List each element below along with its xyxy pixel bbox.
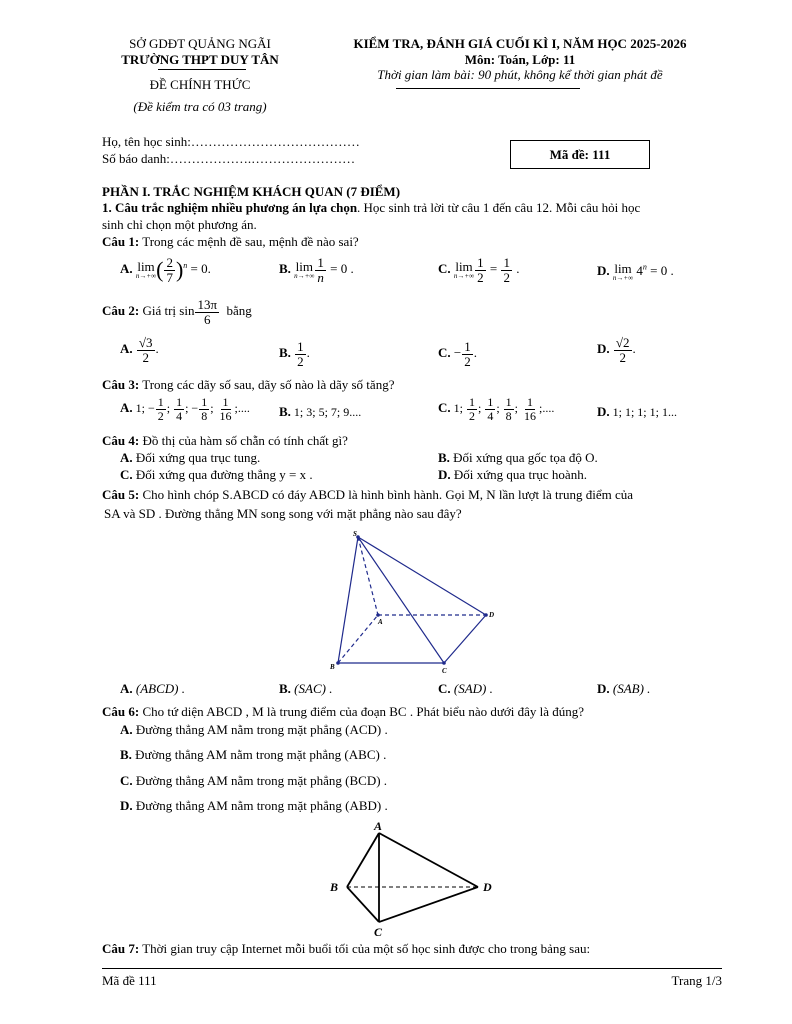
- q6-label: Câu 6:: [102, 704, 140, 719]
- q7-label: Câu 7:: [102, 941, 140, 956]
- tet-label-c: C: [374, 925, 383, 939]
- q3-label: Câu 3:: [102, 377, 140, 392]
- q3-b-text: 1; 3; 5; 7; 9....: [293, 405, 362, 419]
- q3-a-letter: A.: [120, 399, 133, 415]
- q4-a-letter: A.: [120, 450, 133, 465]
- q3-d-letter: D.: [597, 404, 610, 419]
- q6-d-letter: D.: [120, 798, 133, 813]
- q4-d-text: Đối xứng qua trục hoành.: [453, 467, 587, 482]
- exam-code-box: [510, 140, 650, 169]
- q1-option-d: D. lim n→+∞ $4^n = 0$ .: [597, 261, 674, 282]
- part1-intro-bold: 1. Câu trắc nghiệm nhiều phương án lựa chọn: [102, 200, 358, 215]
- part1-intro: [102, 200, 640, 216]
- q3-c-letter: C.: [438, 399, 451, 415]
- q1-option-c: C. lim n→+∞ $\frac{1}{2}$ = $\frac{1}{2}$ .: [438, 255, 520, 285]
- q3-option-a: A. 1; − $\frac{1}{2}$ ; $\frac{1}{4}$ ; − $\frac{1}{8}$ ; $\frac{1}{16}$ ;....: [120, 395, 250, 423]
- q5-option-d: [597, 681, 650, 697]
- q5-d-letter: D.: [597, 681, 610, 696]
- q6-a-text: Đường thẳng AM nằm trong mặt phẳng (ACD) .: [135, 722, 388, 737]
- footer-page: Trang 1/3: [671, 973, 722, 988]
- q2-b-letter: B.: [279, 345, 291, 361]
- label-d: D: [489, 611, 495, 619]
- q4-stem: [102, 433, 348, 449]
- q5-a-letter: A.: [120, 681, 133, 696]
- q4-b-letter: B.: [438, 450, 450, 465]
- q3-option-d: [597, 404, 677, 420]
- edge-bc: [347, 887, 379, 922]
- q6-option-a: [120, 722, 388, 738]
- tet-label-d: D: [483, 880, 492, 894]
- q4-option-b: [438, 450, 598, 466]
- q2-stem: Câu 2: Giá trị sin $\frac{13\pi}{6}$ bằng: [102, 297, 252, 327]
- footer-rule: [102, 968, 722, 969]
- q7-text: Thời gian truy cập Internet mỗi buổi tối của một số học sinh được cho trong bảng sau:: [142, 941, 591, 956]
- q4-d-letter: D.: [438, 467, 451, 482]
- q3-b-letter: B.: [279, 404, 291, 419]
- label-b: B: [330, 663, 335, 671]
- q5-option-c: [438, 681, 493, 697]
- student-name-field: Họ, tên học sinh:…………………………………: [102, 134, 360, 149]
- q4-label: Câu 4:: [102, 433, 140, 448]
- q3-d-text: 1; 1; 1; 1; 1...: [612, 405, 677, 419]
- q2-text-b: bằng: [226, 303, 252, 319]
- q5-stem-line2: SA và SD . Đường thẳng MN song song với mặt phẳng nào sau đây?: [104, 506, 462, 521]
- q5-c-letter: C.: [438, 681, 451, 696]
- part1-title: PHẦN I. TRẮC NGHIỆM KHÁCH QUAN (7 ĐIỂM): [102, 184, 401, 199]
- q6-stem: [102, 704, 584, 720]
- q6-b-letter: B.: [120, 747, 132, 762]
- edge-ab: [347, 833, 379, 887]
- q4-b-text: Đối xứng qua gốc tọa độ O.: [453, 450, 598, 465]
- exam-time: Thời gian làm bài: 90 phút, không kể thời gian phát đề: [377, 67, 663, 82]
- q6-option-d: [120, 798, 388, 814]
- q6-a-letter: A.: [120, 722, 133, 737]
- q5-b-letter: B.: [279, 681, 291, 696]
- q6-c-text: Đường thẳng AM nằm trong mặt phẳng (BCD) .: [135, 773, 388, 788]
- tet-label-b: B: [330, 880, 339, 894]
- footer-code: Mã đề 111: [102, 973, 157, 988]
- q2-d-letter: D.: [597, 341, 610, 357]
- q6-d-text: Đường thẳng AM nằm trong mặt phẳng (ABD) .: [135, 798, 388, 813]
- q3-option-b: [279, 404, 361, 420]
- edge-sb: [338, 537, 358, 663]
- q4-option-c: [120, 467, 313, 483]
- edge-ad: [379, 833, 478, 887]
- q4-text: Đồ thị của hàm số chẵn có tính chất gì?: [142, 433, 348, 448]
- q2-option-b: B. $\frac{1}{2}$ .: [279, 339, 310, 369]
- edge-sc: [358, 537, 444, 663]
- q3-option-c: C. 1; $\frac{1}{2}$ ; $\frac{1}{4}$ ; $\frac{1}{8}$ ; $\frac{1}{16}$ ;....: [438, 395, 555, 423]
- exam-subject: Môn: Toán, Lớp: 11: [464, 52, 576, 67]
- q7-stem: [102, 941, 590, 957]
- header-official: ĐỀ CHÍNH THỨC: [149, 77, 251, 92]
- q4-a-text: Đối xứng qua trục tung.: [135, 450, 261, 465]
- q1-label: Câu 1:: [102, 234, 140, 249]
- label-a: A: [378, 618, 383, 626]
- q5-a-text: (ABCD) .: [135, 681, 185, 696]
- pyramid-figure: [320, 528, 510, 678]
- q2-option-c: C. − $\frac{1}{2}$ .: [438, 339, 477, 369]
- q1-c-letter: C.: [438, 261, 451, 277]
- edge-sd: [358, 537, 486, 615]
- q1-option-b: B. lim n→+∞ $\frac{1}{n}$ = 0 .: [279, 255, 354, 285]
- q6-b-text: Đường thẳng AM nằm trong mặt phẳng (ABC) .: [135, 747, 387, 762]
- part1-intro-line2: sinh chỉ chọn một phương án.: [102, 217, 257, 232]
- q4-option-a: [120, 450, 260, 466]
- part1-intro-rest: . Học sinh trả lời từ câu 1 đến câu 12. Mỗi câu hỏi học: [357, 200, 641, 215]
- q3-text: Trong các dãy số sau, dãy số nào là dãy số tăng?: [142, 377, 395, 392]
- q5-option-a: [120, 681, 185, 697]
- time-underline: [396, 88, 580, 89]
- q1-option-a: A. lim n→+∞ ( $\frac{2}{7}$ )$^n$ = 0.: [120, 255, 211, 285]
- student-id-field: Số báo danh:……………….……………………: [102, 151, 356, 166]
- q1-text: Trong các mệnh đề sau, mệnh đề nào sai?: [142, 234, 359, 249]
- q6-text: Cho tứ diện ABCD , M là trung điểm của đoạn BC . Phát biểu nào dưới đây là đúng?: [142, 704, 585, 719]
- q4-c-text: Đối xứng qua đường thẳng y = x .: [135, 467, 313, 482]
- tetrahedron-figure: [320, 818, 510, 940]
- label-c: C: [442, 667, 447, 675]
- q5-option-b: [279, 681, 332, 697]
- q5-text1: Cho hình chóp S.ABCD có đáy ABCD là hình bình hành. Gọi M, N lần lượt là trung điểm của: [142, 487, 633, 502]
- q1-stem: [102, 234, 359, 250]
- q2-a-letter: A.: [120, 341, 133, 357]
- q2-label: Câu 2:: [102, 303, 140, 319]
- exam-code: Mã đề: 111: [549, 147, 611, 162]
- q6-option-c: [120, 773, 387, 789]
- q5-stem-line1: [102, 487, 633, 503]
- q5-c-text: (SAD) .: [453, 681, 493, 696]
- q3-stem: [102, 377, 394, 393]
- q1-a-letter: A.: [120, 261, 133, 277]
- exam-title: KIỂM TRA, ĐÁNH GIÁ CUỐI KÌ I, NĂM HỌC 2025-2026: [353, 36, 687, 51]
- q6-c-letter: C.: [120, 773, 133, 788]
- q2-text-a: Giá trị sin: [142, 303, 195, 319]
- q5-d-text: (SAB) .: [612, 681, 651, 696]
- q5-label: Câu 5:: [102, 487, 140, 502]
- label-s: S: [353, 530, 357, 538]
- q5-b-text: (SAC) .: [294, 681, 333, 696]
- q1-d-letter: D.: [597, 262, 610, 278]
- q2-option-d: D. $\frac{√2}{2}$ .: [597, 335, 636, 365]
- header-school: TRƯỜNG THPT DUY TÂN: [121, 52, 279, 67]
- q2-c-letter: C.: [438, 345, 451, 361]
- q4-c-letter: C.: [120, 467, 133, 482]
- q4-option-d: [438, 467, 587, 483]
- tet-label-a: A: [374, 819, 383, 833]
- edge-cd: [379, 887, 478, 922]
- edge-cd: [444, 615, 486, 663]
- q6-option-b: [120, 747, 386, 763]
- edge-sa: [358, 537, 378, 615]
- header-dept: SỞ GDĐT QUẢNG NGÃI: [129, 36, 271, 51]
- school-underline: [158, 69, 246, 70]
- q1-b-letter: B.: [279, 261, 291, 277]
- header-pages-note: (Đề kiểm tra có 03 trang): [133, 99, 267, 114]
- q2-option-a: A. $\frac{√3}{2}$ .: [120, 335, 159, 365]
